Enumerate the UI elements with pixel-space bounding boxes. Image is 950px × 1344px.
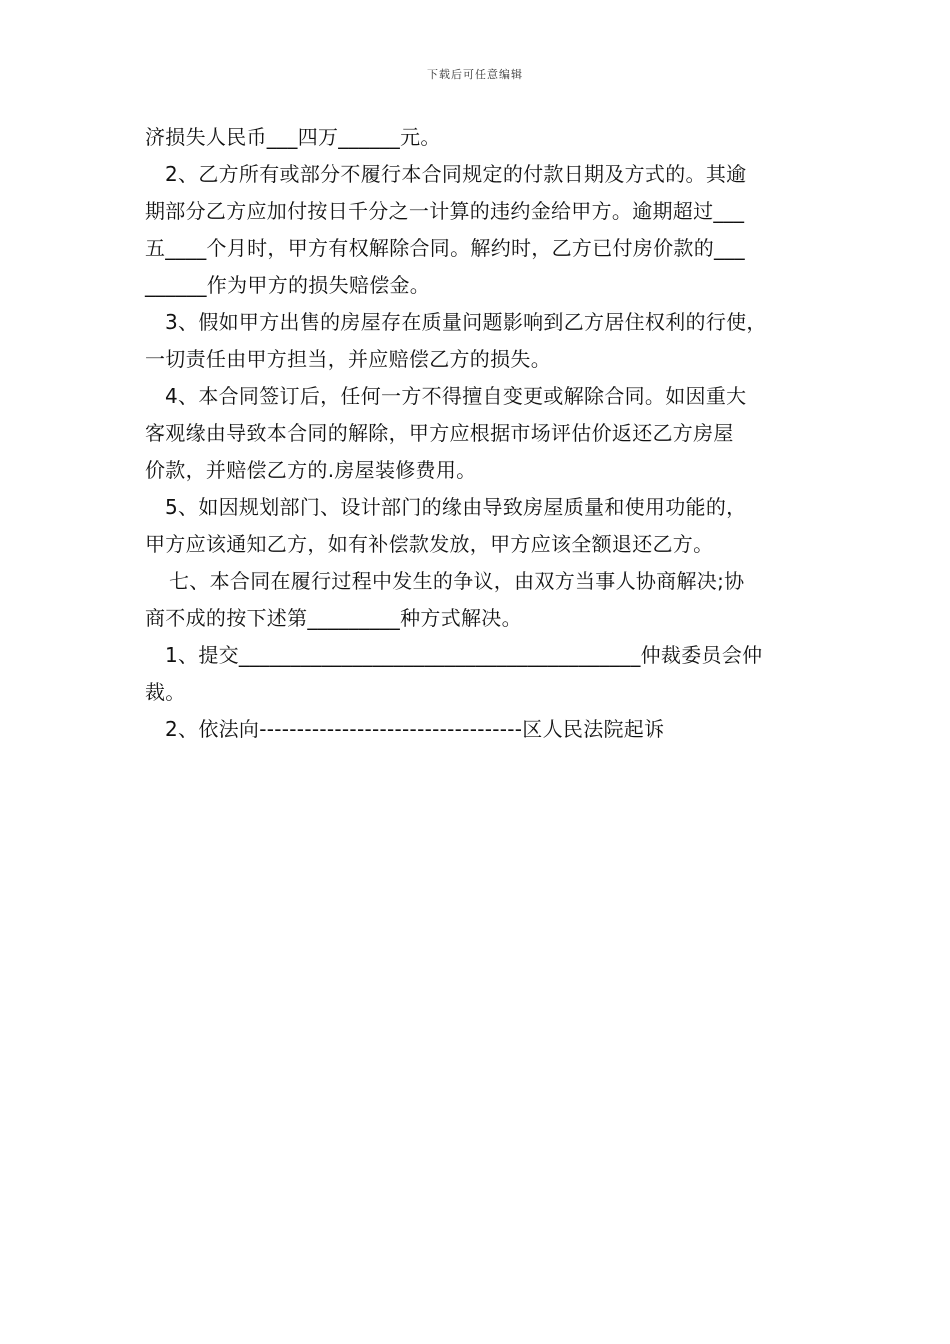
text-line: 3、假如甲方出售的房屋存在质量问题影响到乙方居住权利的行使， bbox=[165, 310, 767, 334]
text-line: 甲方应该通知乙方，如有补偿款发放，甲方应该全额退还乙方。 bbox=[145, 532, 714, 556]
text-line: 价款，并赔偿乙方的.房屋装修费用。 bbox=[145, 458, 477, 482]
text-line: 一切责任由甲方担当，并应赔偿乙方的损失。 bbox=[145, 347, 551, 371]
page-header: 下载后可任意编辑 bbox=[427, 68, 523, 81]
text-line: 2、乙方所有或部分不履行本合同规定的付款日期及方式的。其逾 bbox=[165, 162, 747, 186]
text-line: 七、本合同在履行过程中发生的争议，由双方当事人协商解决;协 bbox=[169, 569, 745, 593]
text-line: 商不成的按下述第_________种方式解决。 bbox=[145, 606, 522, 630]
text-line: 济损失人民币___四万______元。 bbox=[145, 125, 441, 149]
text-line: 五____个月时，甲方有权解除合同。解约时，乙方已付房价款的___ bbox=[145, 236, 745, 260]
text-line: 裁。 bbox=[145, 680, 186, 704]
text-line: 4、本合同签订后，任何一方不得擅自变更或解除合同。如因重大 bbox=[165, 384, 747, 408]
text-line: 2、依法向-----------------------------------区人民法院起诉 bbox=[165, 717, 665, 741]
text-line: ______作为甲方的损失赔偿金。 bbox=[145, 273, 431, 297]
document-body bbox=[145, 119, 815, 748]
text-line: 客观缘由导致本合同的解除，甲方应根据市场评估价返还乙方房屋 bbox=[145, 421, 734, 445]
text-line: 5、如因规划部门、设计部门的缘由导致房屋质量和使用功能的， bbox=[165, 495, 747, 519]
text-line: 1、提交_______________________________________仲裁委员会仲 bbox=[165, 643, 763, 667]
text-line: 期部分乙方应加付按日千分之一计算的违约金给甲方。逾期超过___ bbox=[145, 199, 745, 223]
